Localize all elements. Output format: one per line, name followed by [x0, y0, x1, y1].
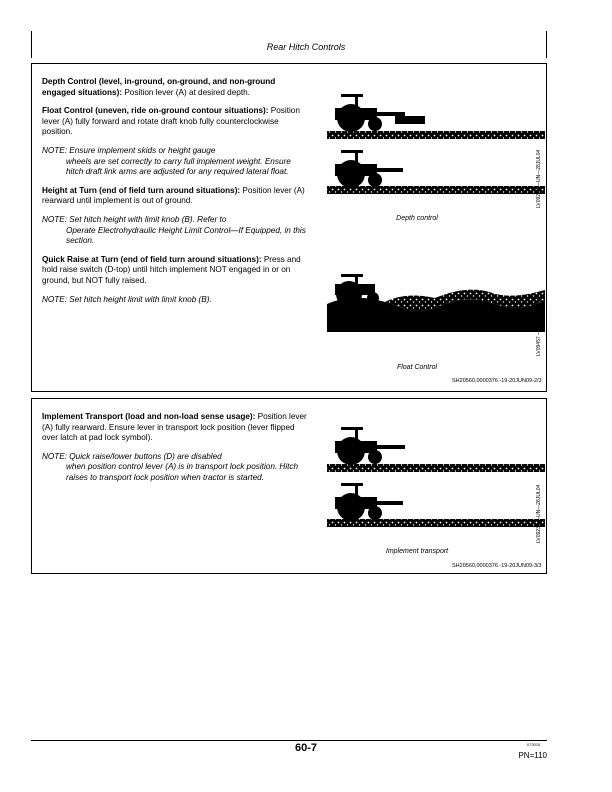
note-quick-raise-first: NOTE: Quick raise/lower buttons (D) are disabled	[42, 451, 222, 461]
figure-caption-float: Float Control	[396, 364, 438, 371]
figure-code-transport: LV09233 —UN—28JUL04	[536, 484, 542, 543]
figure-caption-transport: Implement transport	[385, 548, 449, 555]
quick-raise-heading: Quick Raise at Turn (end of field turn around situations):	[42, 254, 262, 264]
depth-control-body: Position lever (A) at desired depth.	[122, 87, 250, 97]
figure-code-depth: LV09233 —UN—28JUL04	[536, 149, 542, 208]
note-limit-knob-first: NOTE: Set hitch height with limit knob (B). Refer to	[42, 214, 227, 224]
section2-text	[42, 412, 307, 492]
page-number: 60-7	[294, 742, 318, 754]
float-control-illustration	[325, 274, 547, 334]
note-limit-knob-rest: Operate Electrohydraulic Height Limit Control—If Equipped, in this section.	[66, 225, 306, 246]
footer-pn: PN=110	[518, 751, 547, 760]
transport-body: Position lever (A) fully rearward. Ensure lever in transport lock position (lever flipped over latch at pad lock symbol).	[42, 412, 307, 443]
float-control-heading: Float Control (uneven, ride on-ground contour situations):	[42, 106, 269, 116]
note-quick-raise-rest: when position control lever (A) is in transport lock position. Hitch raises to transport lock position when tractor is started.	[66, 462, 299, 482]
depth-control-illustration	[325, 86, 547, 198]
float-control-para	[42, 106, 307, 138]
height-turn-para	[42, 186, 307, 207]
transport-heading: Implement Transport (load and non-load sense usage):	[42, 412, 256, 421]
depth-control-para	[42, 77, 307, 98]
height-turn-body: Position lever (A) rearward until implement is out of ground.	[42, 185, 305, 206]
depth-control-heading: Depth Control (level, in-ground, on-ground, and non-ground engaged situations):	[42, 77, 276, 97]
float-control-body: Position lever (A) fully forward and rotate draft knob fully counterclockwise position.	[42, 106, 300, 137]
section-depth-float	[31, 63, 547, 392]
note-skids-first: NOTE: Ensure implement skids or height gauge	[42, 145, 216, 155]
footer-small-code: 073015	[527, 742, 541, 747]
figure-code-float: LV09457 —UN—28JUL04	[536, 297, 542, 356]
implement-transport-illustration	[325, 419, 547, 531]
height-turn-heading: Height at Turn (end of field turn around situations):	[42, 185, 241, 195]
note-skids-rest: wheels are set correctly to carry full implement weight. Ensure hitch draft link arms are adjusted for any required lateral float.	[66, 156, 291, 177]
note-quick-raise	[42, 452, 307, 484]
section1-text	[42, 77, 307, 313]
quick-raise-para	[42, 255, 307, 287]
note-limit-knob	[42, 215, 307, 247]
page-title: Rear Hitch Controls	[266, 42, 346, 52]
reference-code-2: SH20560,0000376 -19-20JUN09-3/3	[452, 563, 542, 569]
note-height-limit: NOTE: Set hitch height limit with limit knob (B).	[42, 294, 212, 304]
transport-para	[42, 412, 307, 444]
reference-code: SH20560,0000376 -19-20JUN09-2/3	[452, 378, 542, 384]
section-implement-transport	[31, 398, 547, 574]
quick-raise-body: Press and hold raise switch (D-top) until hitch implement NOT engaged in or on ground, but NOT fully raised.	[42, 254, 301, 285]
footer-rule	[31, 740, 547, 741]
note-skids	[42, 146, 307, 178]
figure-caption-depth: Depth control	[396, 215, 438, 222]
